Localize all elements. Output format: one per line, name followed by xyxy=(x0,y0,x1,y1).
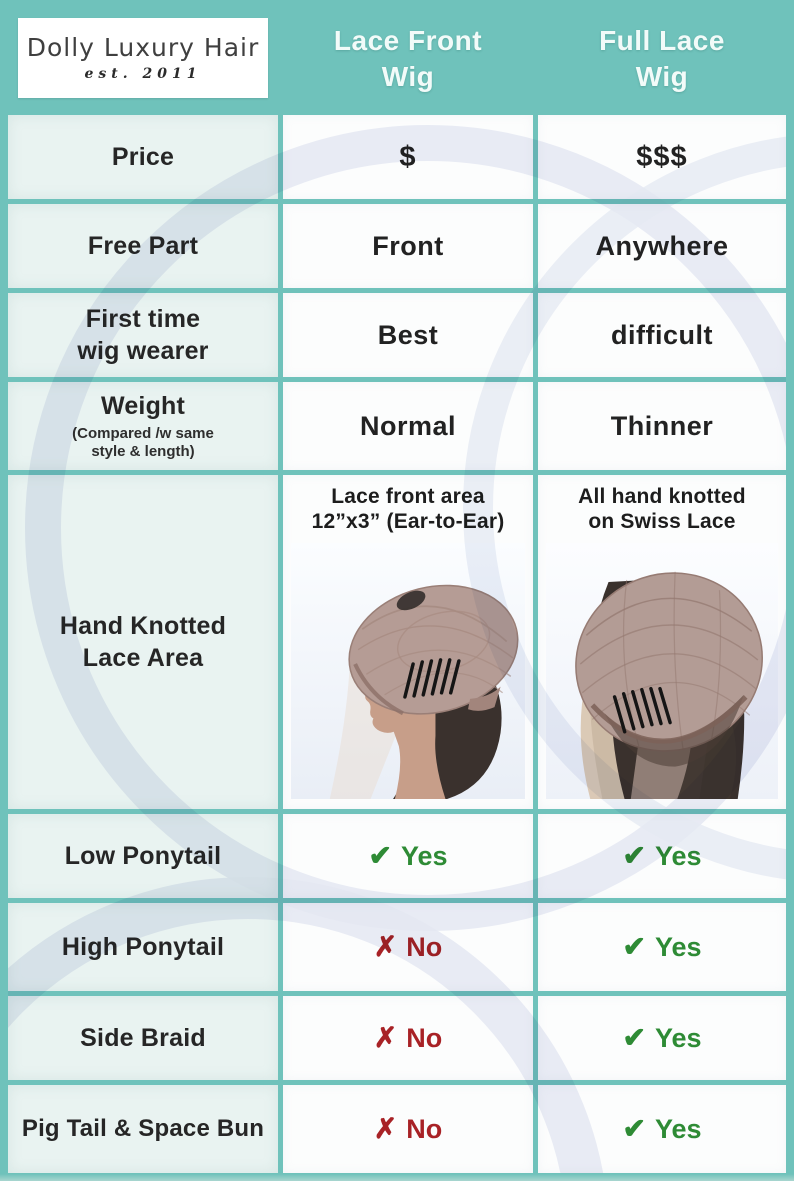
row-label-weight: Weight (Compared /w same style & length) xyxy=(8,382,278,470)
header-brand-cell xyxy=(8,8,278,110)
row-label-free-part: Free Part xyxy=(8,204,278,288)
check-icon: ✔ xyxy=(368,840,392,871)
row-label-high-ponytail: High Ponytail xyxy=(8,903,278,991)
cell-side-braid-full-lace: ✔ Yes xyxy=(538,996,786,1080)
cell-first-time-lace-front: Best xyxy=(283,293,533,377)
cell-first-time-full-lace: difficult xyxy=(538,293,786,377)
row-label-price: Price xyxy=(8,115,278,199)
cell-high-ponytail-full-lace: ✔ Yes xyxy=(538,903,786,991)
row-label-pigtail: Pig Tail & Space Bun xyxy=(8,1085,278,1173)
check-icon: ✔ xyxy=(622,931,646,962)
cell-price-lace-front: $ xyxy=(283,115,533,199)
x-icon: ✗ xyxy=(373,1113,398,1144)
cell-price-full-lace: $$$ xyxy=(538,115,786,199)
full-lace-cap-image xyxy=(546,543,778,799)
cell-free-part-full-lace: Anywhere xyxy=(538,204,786,288)
cell-low-ponytail-full-lace: ✔ Yes xyxy=(538,814,786,898)
row-label-first-time: First time wig wearer xyxy=(8,293,278,377)
check-icon: ✔ xyxy=(622,1022,646,1053)
check-icon: ✔ xyxy=(622,840,646,871)
cell-pigtail-lace-front: ✗ No xyxy=(283,1085,533,1173)
x-icon: ✗ xyxy=(373,931,398,962)
check-icon: ✔ xyxy=(622,1113,646,1144)
x-icon: ✗ xyxy=(373,1022,398,1053)
brand-logo xyxy=(18,18,268,98)
cell-high-ponytail-lace-front: ✗ No xyxy=(283,903,533,991)
header-lace-front-wig: Lace Front Wig xyxy=(283,8,533,110)
cell-free-part-lace-front: Front xyxy=(283,204,533,288)
row-label-low-ponytail: Low Ponytail xyxy=(8,814,278,898)
cell-weight-full-lace: Thinner xyxy=(538,382,786,470)
lace-front-cap-image xyxy=(291,543,525,799)
cell-pigtail-full-lace: ✔ Yes xyxy=(538,1085,786,1173)
cell-hand-knotted-full-lace: All hand knotted on Swiss Lace xyxy=(538,475,786,809)
brand-est: est. 2011 xyxy=(84,65,202,82)
header-full-lace-wig: Full Lace Wig xyxy=(538,8,786,110)
row-label-side-braid: Side Braid xyxy=(8,996,278,1080)
cell-side-braid-lace-front: ✗ No xyxy=(283,996,533,1080)
comparison-table xyxy=(8,8,786,1173)
cell-hand-knotted-lace-front: Lace front area 12”x3” (Ear-to-Ear) xyxy=(283,475,533,809)
cell-weight-lace-front: Normal xyxy=(283,382,533,470)
brand-name: Dolly Luxury Hair xyxy=(26,33,260,63)
row-label-hand-knotted: Hand Knotted Lace Area xyxy=(8,475,278,809)
cell-low-ponytail-lace-front: ✔ Yes xyxy=(283,814,533,898)
